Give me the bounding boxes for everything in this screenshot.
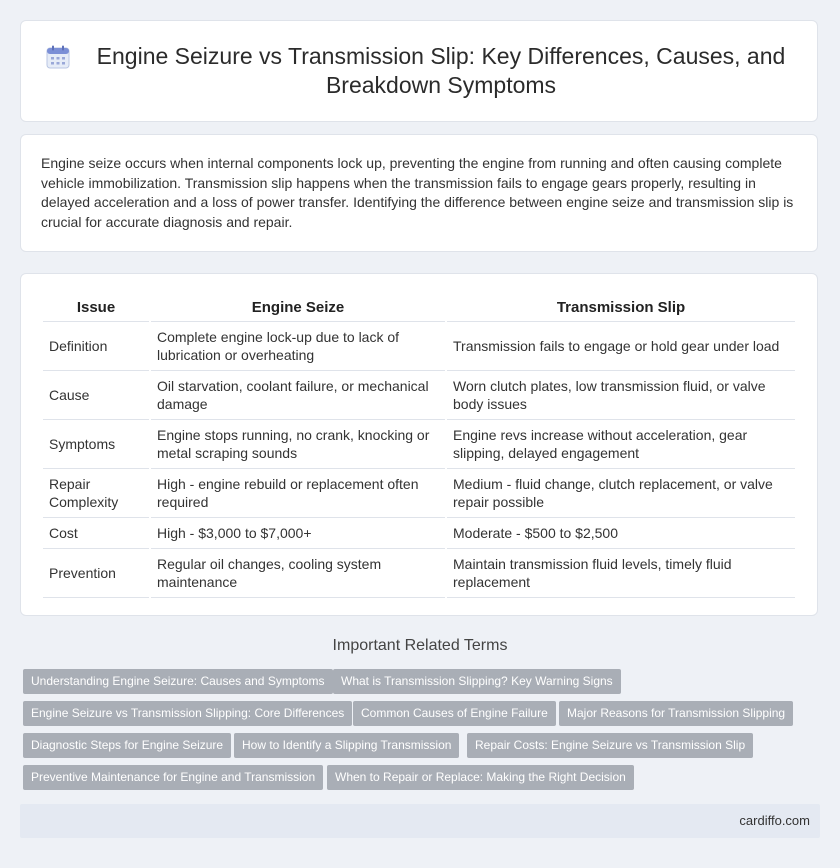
table-row (43, 549, 795, 598)
title-card (20, 20, 818, 122)
row-transmission-slip: Medium - fluid change, clutch replacement, or valve repair possible (447, 469, 795, 518)
comparison-table (41, 293, 797, 598)
row-engine-seize: Engine stops running, no crank, knocking or metal scraping sounds (151, 420, 445, 469)
row-engine-seize: Complete engine lock-up due to lack of lubrication or overheating (151, 322, 445, 371)
intro-text: Engine seize occurs when internal components lock up, preventing the engine from running and often causing complete vehicle immobilization. Transmission slip happens when the transmission fails to engage gears properly, resulting in delayed acceleration and a loss of power transfer. Identifying the difference between engine seize and transmission slip is crucial for accurate diagnosis and repair. (41, 155, 794, 230)
row-issue: Definition (43, 322, 149, 371)
intro-card (20, 134, 818, 252)
row-issue: Repair Complexity (43, 469, 149, 518)
page-title: Engine Seizure vs Transmission Slip: Key Differences, Causes, and Breakdown Symptoms (96, 43, 786, 98)
row-transmission-slip: Engine revs increase without acceleration, gear slipping, delayed engagement (447, 420, 795, 469)
row-engine-seize: Oil starvation, coolant failure, or mechanical damage (151, 371, 445, 420)
footer-site[interactable]: cardiffo.com (739, 813, 810, 828)
calendar-icon (45, 44, 71, 70)
row-issue: Cost (43, 518, 149, 549)
related-term-tag[interactable]: Major Reasons for Transmission Slipping (559, 701, 793, 726)
related-term-tag[interactable]: Engine Seizure vs Transmission Slipping: Core Differences (23, 701, 352, 726)
table-header-row (43, 293, 795, 322)
table-row (43, 420, 795, 469)
table-row (43, 371, 795, 420)
row-transmission-slip: Transmission fails to engage or hold gear under load (447, 322, 795, 371)
row-issue: Prevention (43, 549, 149, 598)
table-row (43, 518, 795, 549)
related-term-tag[interactable]: Repair Costs: Engine Seizure vs Transmission Slip (467, 733, 753, 758)
comparison-table-card (20, 273, 818, 616)
related-term-tag[interactable]: When to Repair or Replace: Making the Right Decision (327, 765, 634, 790)
row-issue: Symptoms (43, 420, 149, 469)
header-issue: Issue (43, 293, 149, 322)
table-row (43, 322, 795, 371)
row-engine-seize: High - $3,000 to $7,000+ (151, 518, 445, 549)
footer (20, 804, 820, 838)
related-terms-title: Important Related Terms (332, 637, 508, 654)
related-term-tag[interactable]: Understanding Engine Seizure: Causes and Symptoms (23, 669, 333, 694)
related-term-tag[interactable]: Preventive Maintenance for Engine and Transmission (23, 765, 323, 790)
header-transmission-slip: Transmission Slip (447, 293, 795, 322)
related-term-tag[interactable]: What is Transmission Slipping? Key Warning Signs (333, 669, 621, 694)
related-term-tag[interactable]: Diagnostic Steps for Engine Seizure (23, 733, 231, 758)
row-transmission-slip: Moderate - $500 to $2,500 (447, 518, 795, 549)
related-term-tag[interactable]: Common Causes of Engine Failure (353, 701, 556, 726)
table-row (43, 469, 795, 518)
row-engine-seize: High - engine rebuild or replacement often required (151, 469, 445, 518)
related-term-tag[interactable]: How to Identify a Slipping Transmission (234, 733, 459, 758)
row-transmission-slip: Worn clutch plates, low transmission fluid, or valve body issues (447, 371, 795, 420)
row-engine-seize: Regular oil changes, cooling system maintenance (151, 549, 445, 598)
header-engine-seize: Engine Seize (151, 293, 445, 322)
row-transmission-slip: Maintain transmission fluid levels, timely fluid replacement (447, 549, 795, 598)
row-issue: Cause (43, 371, 149, 420)
